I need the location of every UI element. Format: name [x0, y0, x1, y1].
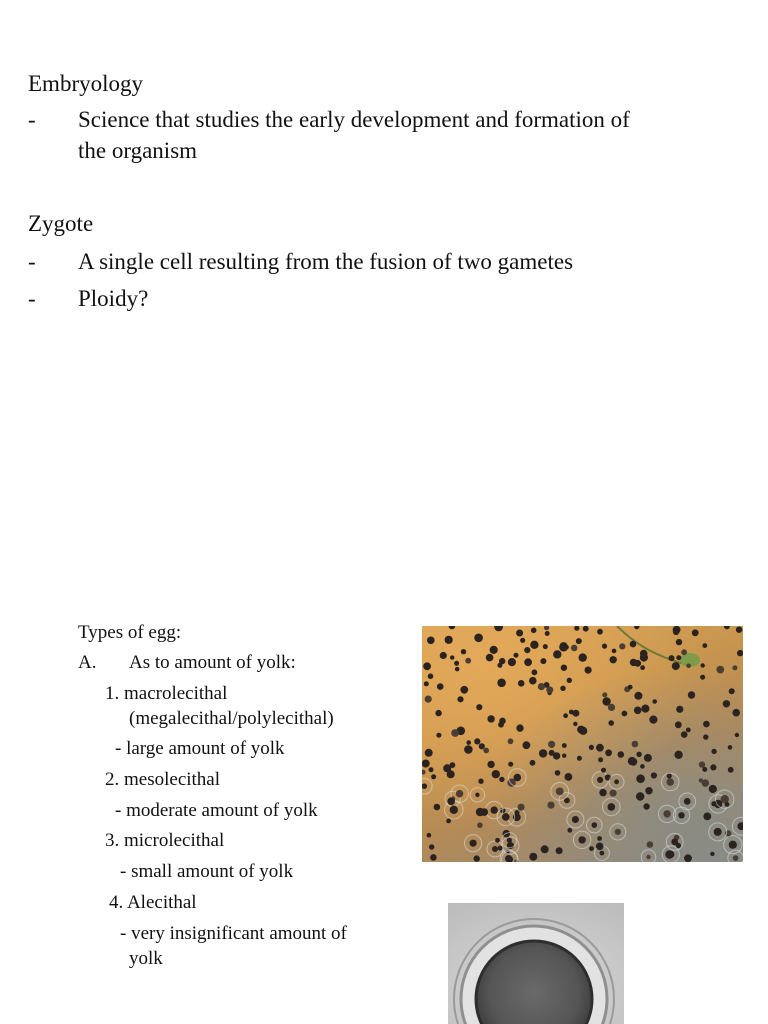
frog-egg	[578, 836, 585, 843]
frog-egg	[474, 634, 483, 643]
frog-egg	[450, 806, 458, 814]
frog-egg	[494, 626, 503, 631]
frog-egg	[465, 658, 471, 664]
frog-eggs-photo	[422, 626, 743, 862]
frog-egg	[641, 705, 649, 713]
frog-egg	[571, 645, 578, 652]
egg-type-microlecithal: 3. microlecithal	[105, 830, 225, 851]
frog-egg	[437, 683, 444, 690]
frog-egg	[520, 638, 525, 643]
frog-egg	[427, 833, 432, 838]
frog-egg	[479, 743, 485, 749]
frog-egg	[456, 790, 463, 797]
frog-egg	[675, 721, 682, 728]
frog-egg	[562, 754, 566, 758]
frog-egg	[502, 813, 510, 821]
egg-micrograph-photo	[448, 903, 624, 1024]
frog-egg	[681, 649, 687, 655]
egg-types-section-marker: A.	[78, 652, 97, 673]
frog-egg	[702, 779, 709, 786]
frog-egg	[684, 798, 691, 805]
egg-types-title: Types of egg:	[78, 622, 182, 643]
frog-egg	[732, 709, 740, 717]
frog-egg	[560, 686, 565, 691]
frog-egg	[686, 728, 691, 733]
frog-egg	[540, 658, 546, 664]
frog-egg	[476, 704, 482, 710]
frog-egg	[523, 741, 531, 749]
frog-egg	[466, 740, 471, 745]
frog-egg	[605, 749, 612, 756]
frog-egg	[579, 727, 587, 735]
frog-egg	[634, 626, 639, 629]
frog-egg	[428, 673, 434, 679]
frog-egg	[598, 757, 603, 762]
frog-egg	[714, 828, 722, 836]
egg-type-mesolecithal: 2. mesolecithal	[105, 769, 221, 790]
frog-egg	[692, 629, 699, 636]
frog-egg	[532, 669, 538, 675]
frog-egg	[574, 626, 579, 631]
frog-egg	[644, 754, 652, 762]
frog-egg	[572, 710, 579, 717]
bullet-zygote-definition	[0, 246, 768, 277]
egg-type-macrolecithal: 1. macrolecithal	[105, 683, 228, 704]
frog-egg	[498, 722, 504, 728]
frog-egg	[709, 785, 717, 793]
frog-egg	[451, 729, 459, 737]
frog-egg	[498, 846, 503, 851]
frog-egg	[576, 638, 582, 644]
frog-egg	[601, 768, 606, 773]
frog-egg	[425, 749, 433, 757]
frog-egg	[429, 767, 434, 772]
frog-egg	[478, 779, 483, 784]
frog-egg	[539, 749, 547, 757]
frog-egg	[735, 733, 739, 737]
frog-egg	[673, 626, 681, 634]
frog-egg	[431, 774, 436, 779]
frog-egg	[667, 851, 674, 858]
frog-egg	[440, 652, 447, 659]
frog-egg	[450, 655, 454, 659]
frog-egg	[700, 675, 705, 680]
frog-egg	[724, 626, 730, 629]
frog-egg	[602, 697, 610, 705]
frog-egg	[628, 685, 633, 690]
frog-egg	[649, 716, 657, 724]
frog-egg	[646, 855, 650, 859]
frog-egg	[474, 855, 480, 861]
frog-egg	[518, 804, 525, 811]
frog-egg	[425, 696, 432, 703]
frog-egg	[618, 751, 625, 758]
frog-egg	[676, 706, 683, 713]
frog-egg	[486, 654, 494, 662]
frog-egg	[688, 691, 695, 698]
frog-egg	[483, 748, 489, 754]
frog-egg	[492, 846, 498, 852]
frog-egg	[491, 806, 498, 813]
frog-egg	[499, 777, 504, 782]
frog-egg	[703, 721, 710, 728]
frog-egg	[608, 720, 614, 726]
frog-egg	[632, 741, 639, 748]
frog-egg	[636, 792, 644, 800]
frog-egg	[492, 770, 500, 778]
frog-egg	[630, 659, 637, 666]
bullet-text-line-2: the organism	[78, 138, 198, 163]
frog-egg	[615, 829, 621, 835]
frog-egg	[561, 665, 567, 671]
egg-type-microlecithal-desc: - small amount of yolk	[120, 861, 294, 882]
frog-egg	[725, 802, 730, 807]
frog-egg	[487, 761, 494, 768]
frog-egg	[703, 734, 708, 739]
frog-egg	[729, 841, 737, 849]
frog-egg	[555, 770, 561, 776]
heading-embryology: Embryology	[28, 71, 143, 96]
frog-egg	[424, 681, 429, 686]
frog-egg	[728, 767, 734, 773]
frog-egg	[732, 665, 737, 670]
egg-types-section-label: As to amount of yolk:	[129, 652, 296, 673]
frog-egg	[429, 844, 434, 849]
frog-egg	[737, 650, 743, 656]
frog-egg	[599, 789, 606, 796]
frog-egg	[729, 688, 735, 694]
frog-egg	[702, 643, 707, 648]
frog-egg	[556, 788, 564, 796]
frog-egg	[645, 787, 652, 794]
frog-egg	[597, 777, 603, 783]
frog-egg	[652, 699, 657, 704]
frog-egg	[508, 762, 513, 767]
egg-type-mesolecithal-desc: - moderate amount of yolk	[115, 800, 318, 821]
frog-egg	[585, 667, 592, 674]
frog-egg	[477, 822, 483, 828]
frog-egg	[447, 798, 455, 806]
frog-egg	[508, 738, 514, 744]
frog-egg	[567, 678, 572, 683]
frog-egg	[602, 692, 607, 697]
frog-egg	[636, 752, 641, 757]
frog-egg	[597, 836, 602, 841]
egg-micrograph-illustration	[448, 903, 624, 1024]
frog-egg	[572, 816, 579, 823]
frog-egg	[628, 757, 636, 765]
frog-egg	[556, 847, 563, 854]
frog-egg	[470, 840, 477, 847]
bullet-embryology-definition	[0, 104, 768, 166]
frog-egg	[622, 711, 628, 717]
frog-egg	[602, 644, 607, 649]
frog-egg	[508, 658, 516, 666]
frog-egg	[666, 778, 674, 786]
frog-egg	[723, 700, 730, 707]
frog-egg	[487, 715, 494, 722]
frog-egg	[610, 790, 617, 797]
frog-egg	[663, 810, 670, 817]
frog-egg	[545, 631, 550, 636]
bullet-dash: -	[28, 286, 36, 311]
frog-egg	[495, 838, 500, 843]
frog-egg	[702, 767, 707, 772]
frog-egg	[455, 667, 460, 672]
egg-type-alecithal-desc: - very insignificant amount of	[120, 923, 347, 944]
frog-egg	[596, 843, 604, 851]
egg-type-macrolecithal-desc: - large amount of yolk	[115, 738, 285, 759]
frog-eggs-illustration	[422, 626, 743, 862]
frog-egg	[684, 854, 692, 862]
frog-egg	[507, 838, 512, 843]
bullet-ploidy	[0, 283, 768, 314]
frog-egg	[597, 629, 603, 635]
frog-egg	[436, 733, 441, 738]
frog-egg	[711, 801, 716, 806]
frog-egg	[516, 724, 523, 731]
frog-egg	[553, 650, 561, 658]
frog-egg	[447, 770, 455, 778]
frog-egg	[543, 644, 548, 649]
frog-egg	[710, 764, 716, 770]
frog-egg	[531, 628, 537, 634]
frog-egg	[449, 626, 456, 629]
frog-egg	[538, 683, 545, 690]
frog-egg	[430, 854, 437, 861]
frog-egg	[678, 812, 684, 818]
bullet-text: A single cell resulting from the fusion of two gametes	[78, 249, 574, 274]
frog-egg	[733, 855, 739, 861]
frog-egg	[577, 756, 582, 761]
frog-egg	[562, 743, 567, 748]
frog-egg	[647, 841, 654, 848]
frog-egg	[475, 793, 479, 797]
frog-egg	[703, 813, 711, 821]
frog-egg	[636, 774, 645, 783]
bullet-dash: -	[28, 107, 36, 132]
frog-egg	[505, 855, 512, 862]
frog-egg	[640, 650, 648, 658]
frog-egg	[435, 710, 441, 716]
frog-egg	[454, 661, 459, 666]
frog-egg	[563, 713, 568, 718]
frog-egg	[716, 666, 724, 674]
frog-egg	[514, 774, 522, 782]
frog-egg	[567, 828, 572, 833]
frog-egg	[676, 639, 682, 645]
frog-egg	[460, 686, 468, 694]
frog-egg	[640, 764, 645, 769]
frog-egg	[651, 772, 657, 778]
heading-zygote: Zygote	[28, 211, 94, 236]
frog-egg	[710, 852, 714, 856]
bullet-text-line-1: Science that studies the early development and formation of	[78, 107, 630, 132]
frog-egg	[631, 641, 635, 645]
frog-egg	[530, 760, 536, 766]
frog-egg	[476, 808, 485, 817]
frog-egg	[573, 722, 577, 726]
frog-egg	[619, 643, 625, 649]
frog-egg	[676, 655, 681, 660]
frog-egg	[737, 822, 743, 830]
frog-egg	[529, 853, 537, 861]
frog-egg	[434, 804, 441, 811]
frog-egg	[612, 649, 617, 654]
frog-egg	[464, 745, 473, 754]
frog-egg	[634, 707, 642, 715]
frog-egg	[701, 663, 705, 667]
frog-egg	[608, 803, 616, 811]
frog-egg	[474, 738, 480, 744]
frog-egg	[549, 750, 555, 756]
frog-egg	[614, 779, 619, 784]
frog-egg	[736, 627, 742, 633]
frog-egg	[596, 744, 604, 752]
frog-egg	[669, 655, 675, 661]
egg-type-alecithal: 4. Alecithal	[109, 892, 197, 913]
frog-egg	[423, 662, 431, 670]
frog-egg	[524, 647, 530, 653]
frog-egg	[610, 656, 617, 663]
frog-egg	[565, 773, 573, 781]
frog-egg	[422, 760, 430, 768]
frog-egg	[524, 658, 532, 666]
frog-egg	[457, 696, 463, 702]
frog-egg	[592, 822, 598, 828]
frog-egg	[541, 845, 549, 853]
bullet-dash: -	[28, 249, 36, 274]
frog-egg	[445, 636, 453, 644]
frog-egg	[497, 679, 506, 688]
frog-egg	[490, 646, 498, 654]
frog-egg	[699, 761, 705, 767]
frog-egg	[461, 649, 466, 654]
frog-egg	[499, 658, 505, 664]
frog-egg	[446, 819, 451, 824]
frog-egg	[674, 751, 682, 759]
frog-egg	[589, 846, 594, 851]
frog-egg	[544, 626, 549, 630]
frog-egg	[547, 802, 554, 809]
frog-egg	[422, 783, 427, 789]
frog-egg	[686, 664, 691, 669]
frog-egg	[579, 653, 587, 661]
frog-egg	[559, 642, 567, 650]
bullet-text: Ploidy?	[78, 286, 149, 311]
egg-type-alecithal-desc-cont: yolk	[129, 948, 163, 969]
frog-egg	[546, 686, 553, 693]
frog-egg	[548, 741, 555, 748]
frog-egg	[583, 626, 589, 632]
frog-egg	[600, 851, 605, 856]
frog-egg	[711, 749, 716, 754]
frog-egg	[518, 680, 525, 687]
frog-egg	[681, 731, 688, 738]
frog-egg	[728, 745, 733, 750]
frog-egg	[529, 677, 537, 685]
egg-type-macrolecithal-synonyms: (megalecithal/polylecithal)	[129, 708, 334, 729]
frog-egg	[516, 630, 523, 637]
frog-egg	[640, 665, 645, 670]
frog-egg	[422, 770, 426, 775]
frog-egg	[643, 803, 649, 809]
frog-egg	[514, 653, 519, 658]
frog-egg	[530, 641, 538, 649]
frog-egg	[634, 692, 642, 700]
frog-egg	[672, 662, 680, 670]
frog-egg	[589, 745, 594, 750]
frog-egg	[427, 637, 435, 645]
